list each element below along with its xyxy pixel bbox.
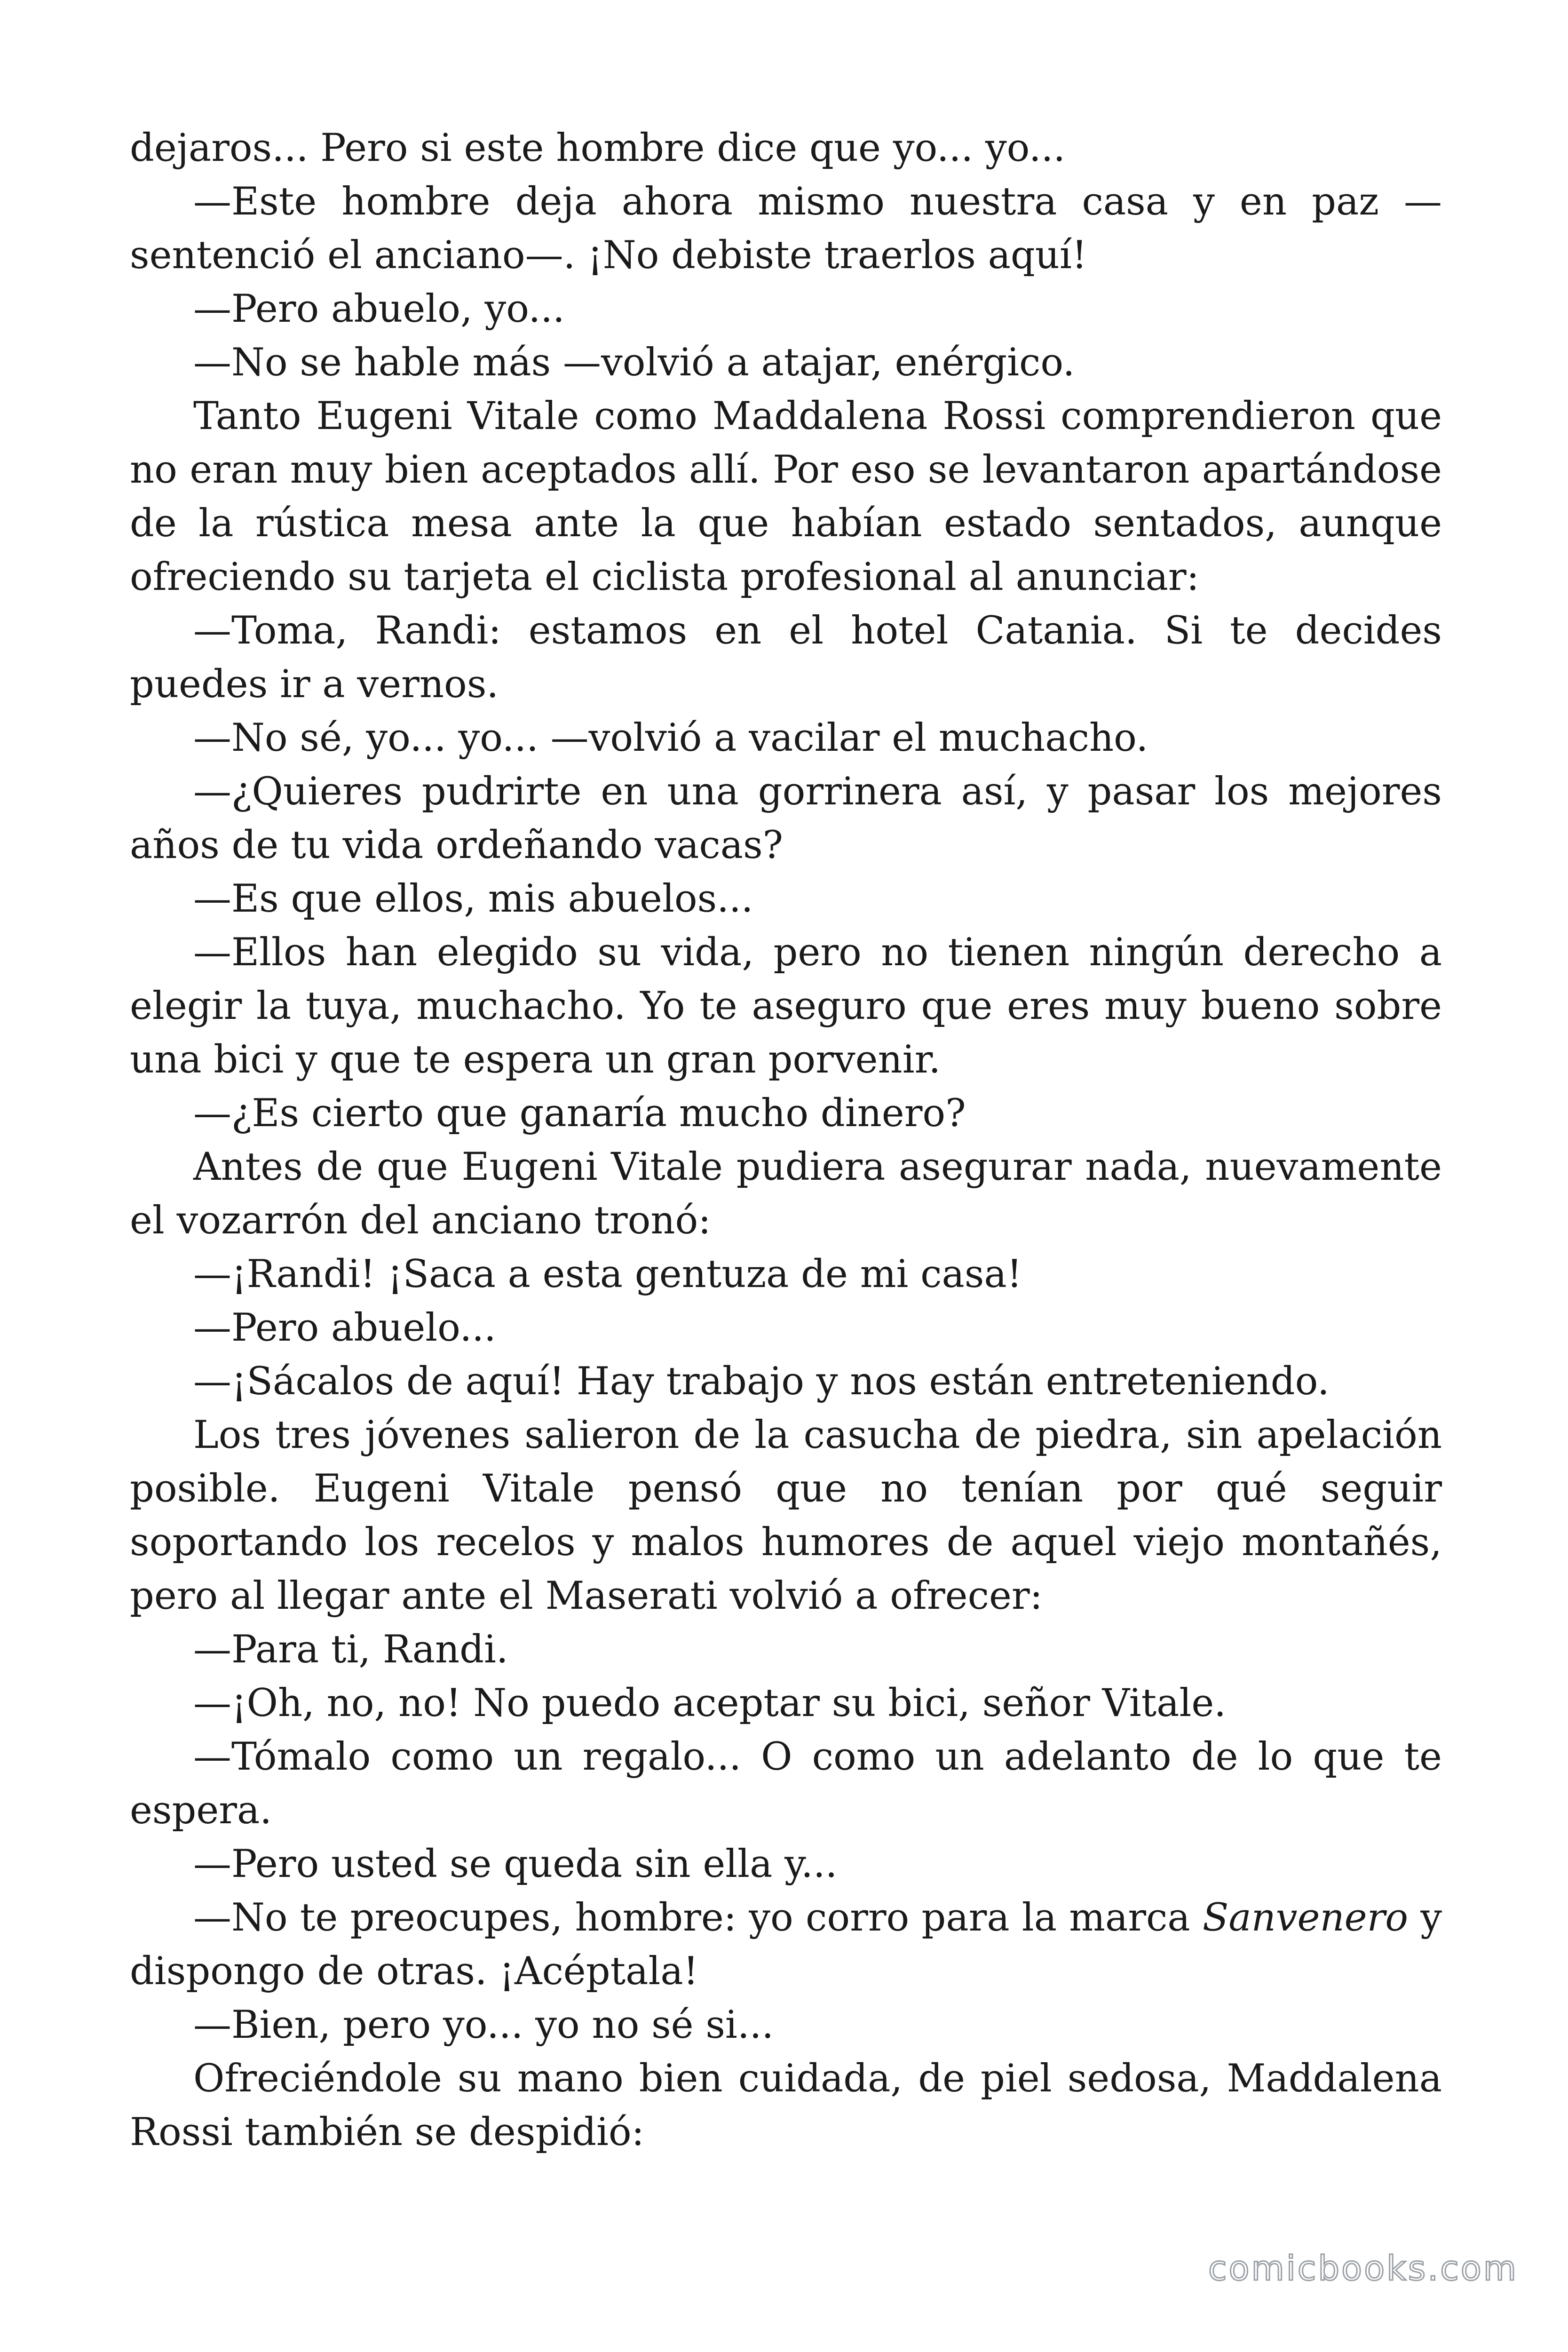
paragraph: —¡Randi! ¡Saca a esta gentuza de mi casa! — [193, 1252, 1022, 1296]
paragraph: —Tómalo como un regalo... O como un adelanto de lo que te espera. — [130, 1735, 1442, 1833]
paragraph: —¡Sácalos de aquí! Hay trabajo y nos están entreteniendo. — [193, 1359, 1330, 1404]
paragraph: —¿Es cierto que ganaría mucho dinero? — [193, 1091, 966, 1136]
paragraph — [130, 1891, 1442, 1998]
paragraph: —Pero abuelo, yo... — [193, 287, 565, 331]
paragraph: —Pero usted se queda sin ella y... — [193, 1842, 838, 1886]
paragraph: Los tres jóvenes salieron de la casucha de piedra, sin apelación posible. Eugeni Vitale pensó que no tenían por qué seguir soportando los recelos y malos humores de aquel viejo montañés, pero al llegar ante el Maserati volvió a ofrecer: — [130, 1413, 1442, 1618]
paragraph: —Pero abuelo... — [193, 1306, 496, 1350]
paragraph: dejaros... Pero si este hombre dice que yo... yo... — [130, 126, 1066, 170]
paragraph: —No se hable más —volvió a atajar, enérgico. — [193, 341, 1075, 385]
paragraph-text-before: —No te preocupes, hombre: yo corro para la marca — [193, 1896, 1203, 1940]
paragraph: —Para ti, Randi. — [193, 1628, 508, 1672]
paragraph: Ofreciéndole su mano bien cuidada, de piel sedosa, Maddalena Rossi también se despidió: — [130, 2057, 1442, 2154]
paragraph: —Este hombre deja ahora mismo nuestra casa y en paz —sentenció el anciano—. ¡No debiste traerlos aquí! — [130, 180, 1442, 278]
paragraph: Antes de que Eugeni Vitale pudiera asegurar nada, nuevamente el vozarrón del anciano tronó: — [130, 1145, 1442, 1243]
paragraph: —Es que ellos, mis abuelos... — [193, 877, 753, 921]
paragraph: —¿Quieres pudrirte en una gorrinera así, y pasar los mejores años de tu vida ordeñando vacas? — [130, 770, 1442, 867]
paragraph: —Toma, Randi: estamos en el hotel Catania. Si te decides puedes ir a vernos. — [130, 609, 1442, 707]
watermark: comicbooks.com — [1208, 2249, 1518, 2288]
paragraph: —¡Oh, no, no! No puedo aceptar su bici, señor Vitale. — [193, 1681, 1227, 1725]
paragraph: —Bien, pero yo... yo no sé si... — [193, 2003, 774, 2047]
paragraph: —Ellos han elegido su vida, pero no tienen ningún derecho a elegir la tuya, muchacho. Yo te aseguro que eres muy bueno sobre una bici y que te espera un gran porvenir. — [130, 930, 1442, 1082]
paragraph: Tanto Eugeni Vitale como Maddalena Rossi comprendieron que no eran muy bien aceptados allí. Por eso se levantaron apartándose de la rústica mesa ante la que habían estado sentados, aunque ofreciendo su tarjeta el ciclista profesional al anunciar: — [130, 394, 1442, 599]
brand-name-italic: Sanvenero — [1202, 1896, 1409, 1940]
paragraph-text-after: y dispongo de otras. ¡Acéptala! — [130, 1896, 1442, 1994]
book-page-text — [130, 121, 1442, 2159]
paragraph: —No sé, yo... yo... —volvió a vacilar el muchacho. — [193, 716, 1148, 760]
